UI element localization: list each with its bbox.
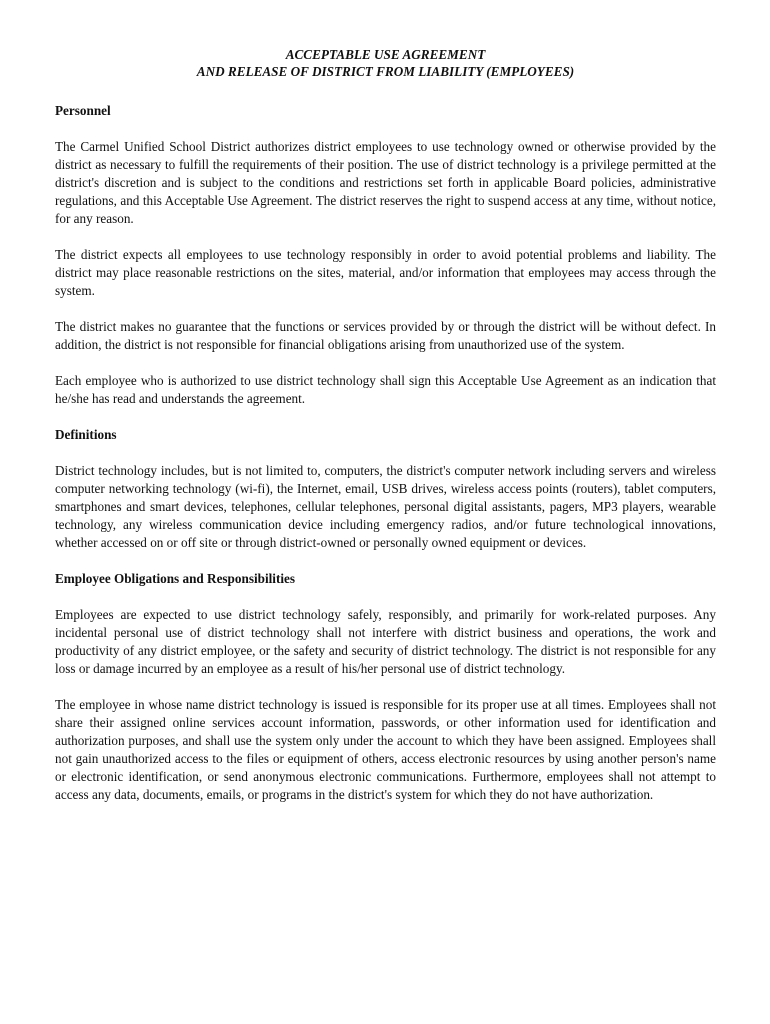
document-title-line-1: ACCEPTABLE USE AGREEMENT: [285, 47, 486, 62]
obligations-paragraph-1: Employees are expected to use district technology safely, responsibly, and primarily for work-related purposes. Any incidental personal use of district technology shall not interfere with district business and operations, the work and productivity of any district employee, or the safety and security of district technology. The district is not responsible for any loss or damage incurred by an employee as a result of his/her personal use of district technology.: [55, 607, 716, 676]
personnel-paragraph-3: The district makes no guarantee that the functions or services provided by or through the district will be without defect. In addition, the district is not responsible for financial obligations arising from unauthorized use of the system.: [55, 319, 716, 352]
personnel-paragraph-2: The district expects all employees to use technology responsibly in order to avoid potential problems and liability. The district may place reasonable restrictions on the sites, material, and/or information that employees may access through the system.: [55, 247, 716, 298]
document-title-line-2: AND RELEASE OF DISTRICT FROM LIABILITY (EMPLOYEES): [196, 64, 575, 79]
document-page: [55, 46, 716, 804]
personnel-paragraph-4: Each employee who is authorized to use district technology shall sign this Acceptable Use Agreement as an indication that he/she has read and understands the agreement.: [55, 373, 716, 406]
section-heading-obligations: Employee Obligations and Responsibilities: [55, 571, 295, 586]
definitions-paragraph-1: District technology includes, but is not limited to, computers, the district's computer network including servers and wireless computer networking technology (wi-fi), the Internet, email, USB drives, wireless access points (routers), tablet computers, smartphones and smart devices, telephones, cellular telephones, personal digital assistants, pagers, MP3 players, wearable technology, any wireless communication device including emergency radios, and/or future technological innovations, whether accessed on or off site or through district-owned or personally owned equipment or devices.: [55, 463, 716, 550]
section-heading-personnel: Personnel: [55, 103, 111, 118]
section-heading-definitions: Definitions: [55, 427, 117, 442]
personnel-paragraph-1: The Carmel Unified School District authorizes district employees to use technology owned or otherwise provided by the district as necessary to fulfill the requirements of their position. The use of district technology is a privilege permitted at the district's discretion and is subject to the conditions and restrictions set forth in applicable Board policies, administrative regulations, and this Acceptable Use Agreement. The district reserves the right to suspend access at any time, without notice, for any reason.: [55, 139, 716, 226]
obligations-paragraph-2: The employee in whose name district technology is issued is responsible for its proper use at all times. Employees shall not share their assigned online services account information, passwords, or other information used for identification and authorization purposes, and shall use the system only under the account to which they have been assigned. Employees shall not gain unauthorized access to the files or equipment of others, access electronic resources by using another person's name or electronic identification, or send anonymous electronic communications. Furthermore, employees shall not attempt to access any data, documents, emails, or programs in the district's system for which they do not have authorization.: [55, 697, 716, 802]
